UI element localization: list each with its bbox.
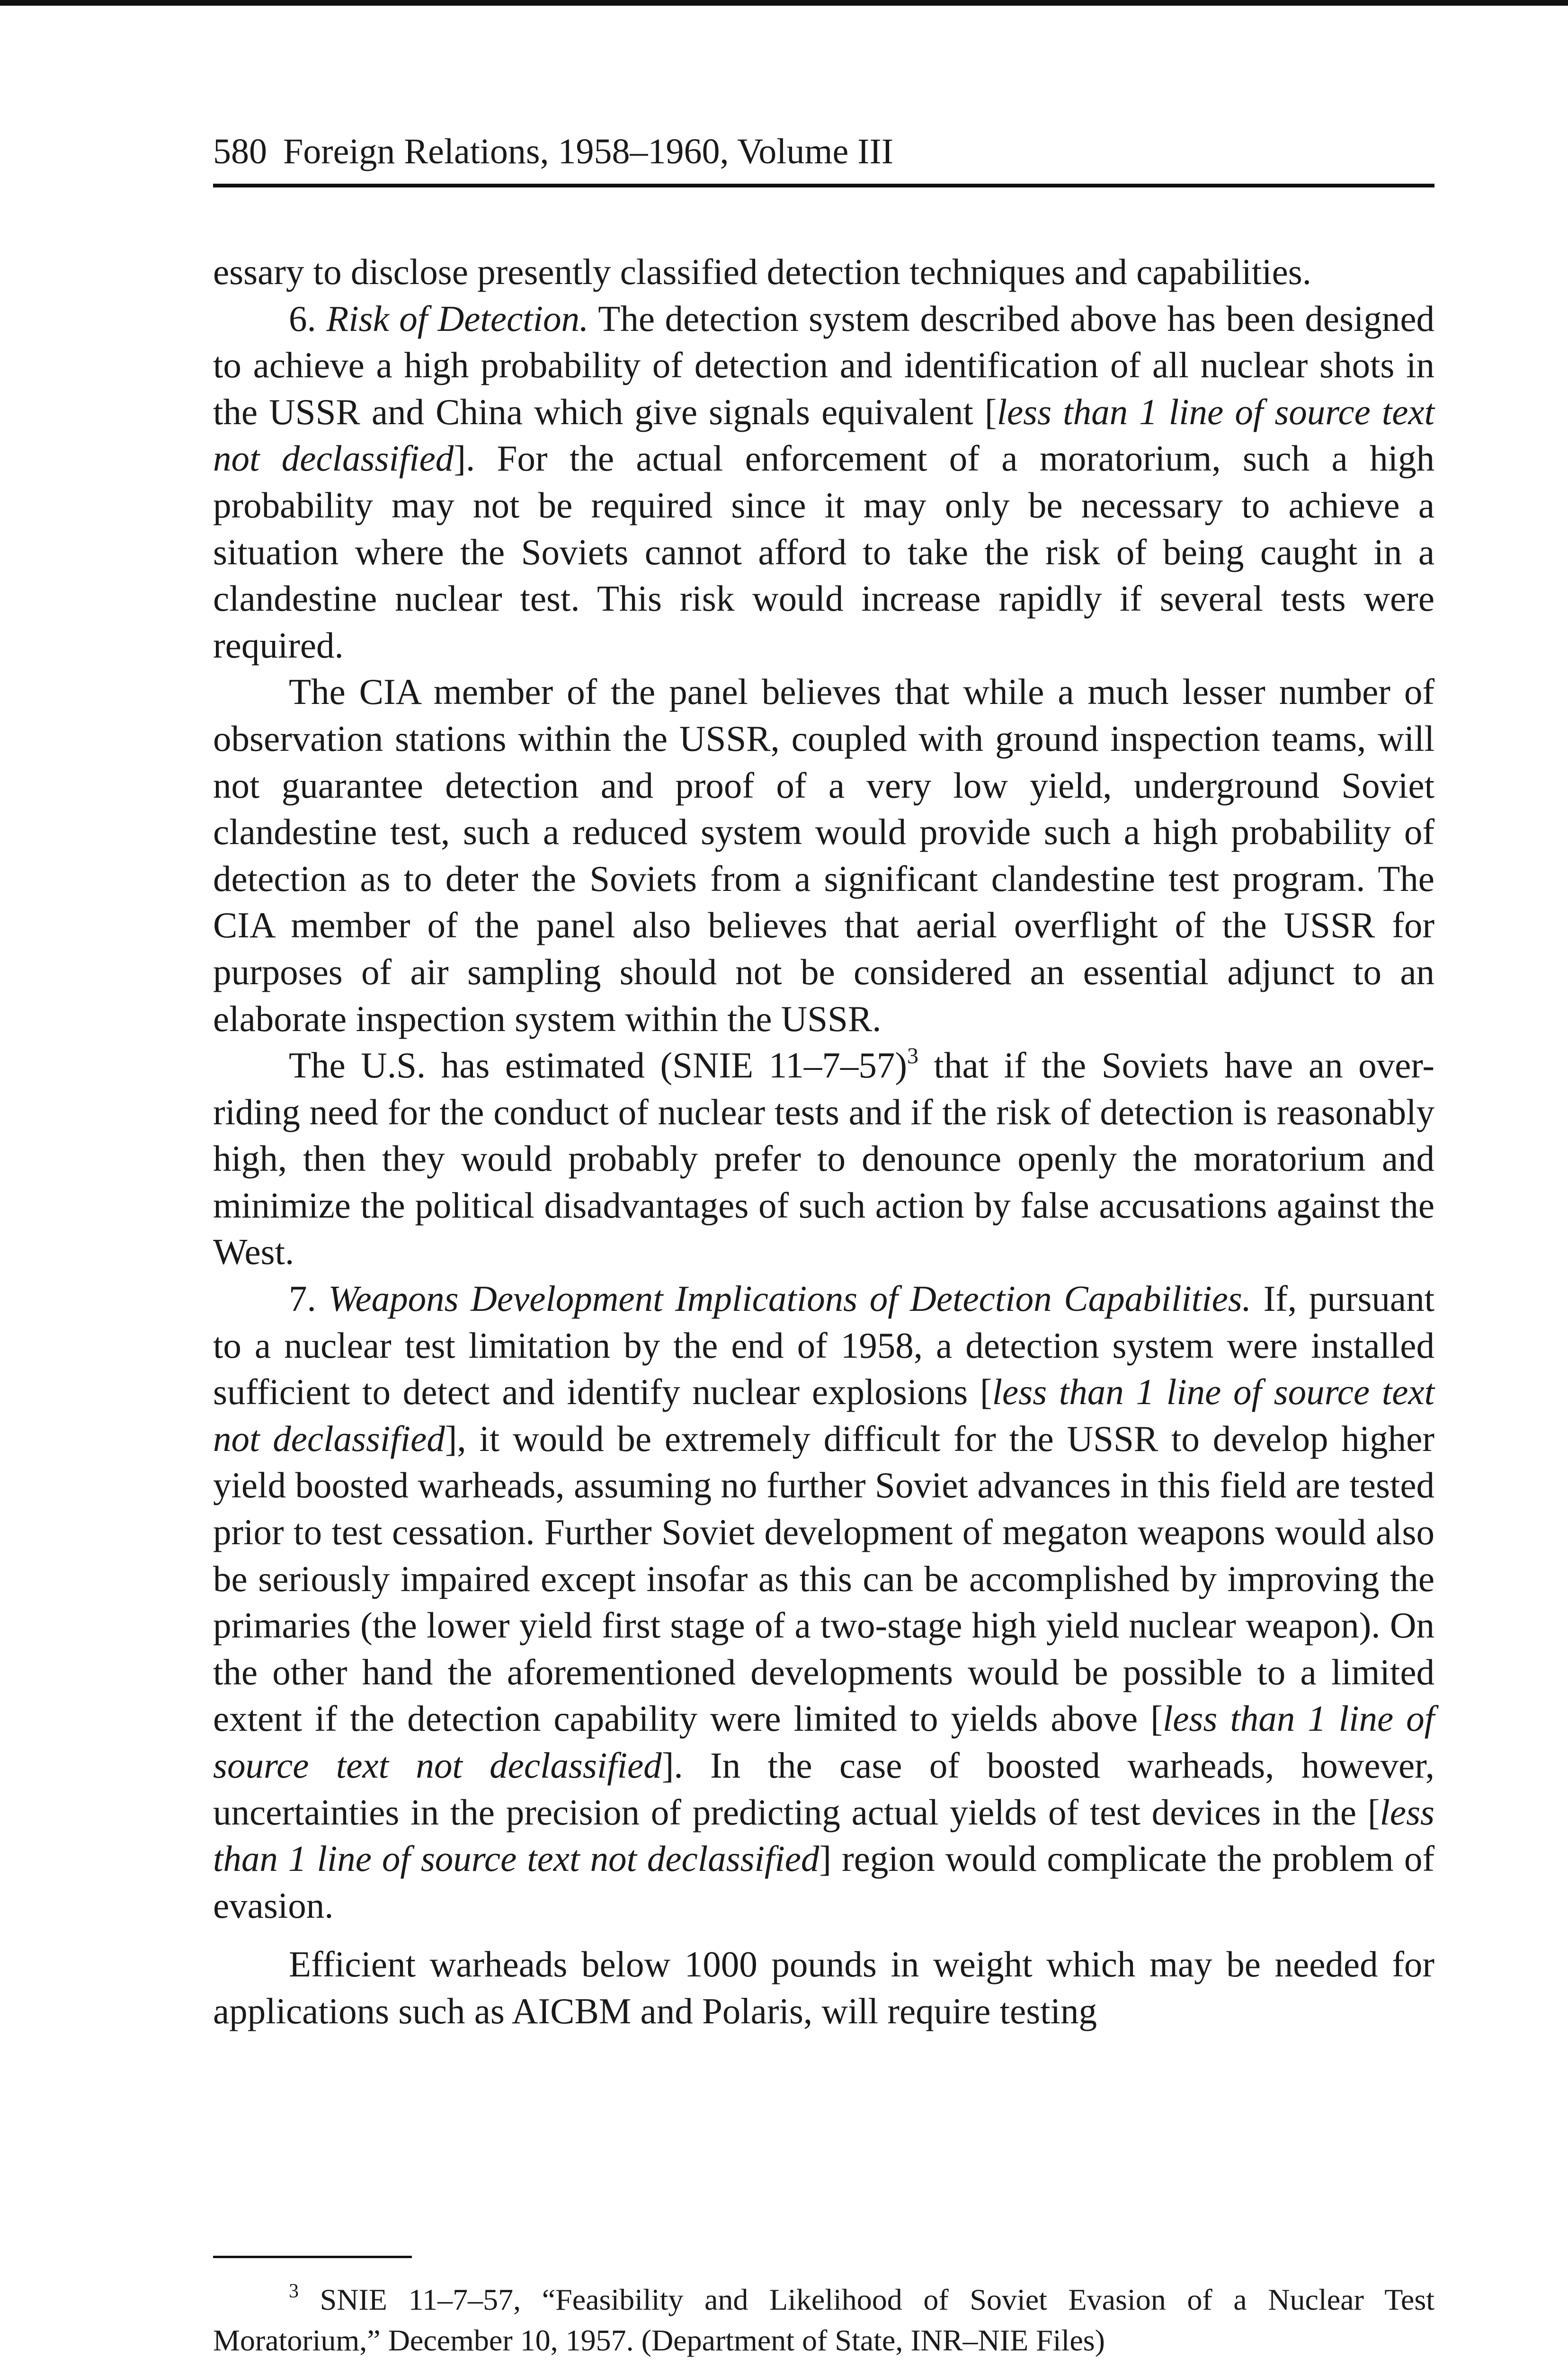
paragraph-continuation: essary to disclose presently classified detection techniques and capabilities. (213, 251, 1311, 292)
redaction-note: less than 1 line of source text not declassified (213, 391, 1434, 479)
paragraph-cia-member: The CIA member of the panel believes that while a much lesser number of observation stations within the USSR, coupled with ground inspection teams, will not guarantee detection and proof of a very low yield, underground Soviet clandestine test, such a reduced system would provide such a high probability of detection as to deter the Soviets from a significant clandestine test program. The CIA member of the panel also believes that aerial overflight of the USSR for purposes of air sampling should not be considered an essential adjunct to an elaborate inspection system within the USSR. (213, 671, 1434, 1039)
section-heading: Risk of Detection. (326, 298, 589, 339)
footnote-text: SNIE 11–7–57, “Feasibility and Likelihood of Soviet Evasion of a Nuclear Test Moratorium,” December 10, 1957. (Department of State, INR–NIE Files) (213, 2283, 1434, 2357)
page-number: 580 (213, 132, 267, 171)
header-rule (213, 184, 1434, 187)
section-number: 7. (289, 1278, 316, 1319)
page-top-border (0, 0, 1568, 6)
footnote-reference: 3 (907, 1043, 919, 1069)
volume-title: Foreign Relations, 1958–1960, Volume III (283, 132, 894, 171)
footnote-mark: 3 (289, 2280, 299, 2302)
main-text (213, 249, 1434, 2035)
redaction-note: less than 1 line of source text not declassified (213, 1791, 1434, 1879)
paragraph-risk-of-detection: 6. Risk of Detection. The detection system described above has been designed to achieve a high probability of detection and identification of all nuclear shots in the USSR and China which give signals equivalent [less than 1 line of source text not declassified]. For the actual enforcement of a moratorium, such a high probability may not be required since it may only be necessary to achieve a situation where the Soviets cannot afford to take the risk of being caught in a clandestine nuclear test. This risk would increase rapidly if several tests were required. (213, 298, 1435, 666)
running-head (213, 128, 1434, 175)
paragraph-us-estimate: The U.S. has estimated (SNIE 11–7–57)$^3$ that if the Soviets have an over-riding need for the conduct of nuclear tests and if the risk of detection is reasonably high, then they would probably prefer to denounce openly the moratorium and minimize the political disadvantages of such action by false accusations against the West. (213, 1043, 1434, 1272)
section-number: 6. (289, 298, 316, 339)
footnote-rule (213, 2256, 412, 2258)
section-heading: Weapons Development Implications of Detection Capabilities. (328, 1278, 1251, 1319)
redaction-note: less than 1 line of source text not declassified (213, 1698, 1435, 1786)
paragraph-weapons-development: 7. Weapons Development Implications of Detection Capabilities. If, pursuant to a nuclear test limitation by the end of 1958, a detection system were installed sufficient to detect and identify nuclear explosions [less than 1 line of source text not declassified], it would be extremely difficult for the USSR to develop higher yield boosted warheads, assuming no further Soviet advances in this field are tested prior to test cessation. Further Soviet development of megaton weapons would also be seriously impaired except insofar as this can be accomplished by improving the primaries (the lower yield first stage of a two-stage high yield nuclear weapon). On the other hand the aforementioned developments would be possible to a limited extent if the detection capability were limited to yields above [less than 1 line of source text not declassified]. In the case of boosted warheads, however, uncertainties in the precision of predicting actual yields of test devices in the [less than 1 line of source text not declassified] region would complicate the problem of evasion. (213, 1278, 1435, 1926)
footnote (213, 2279, 1434, 2361)
redaction-note: less than 1 line of source text not declassified (213, 1371, 1434, 1459)
paragraph-efficient-warheads: Efficient warheads below 1000 pounds in weight which may be needed for applications such as AICBM and Polaris, will require testing (213, 1944, 1434, 2031)
